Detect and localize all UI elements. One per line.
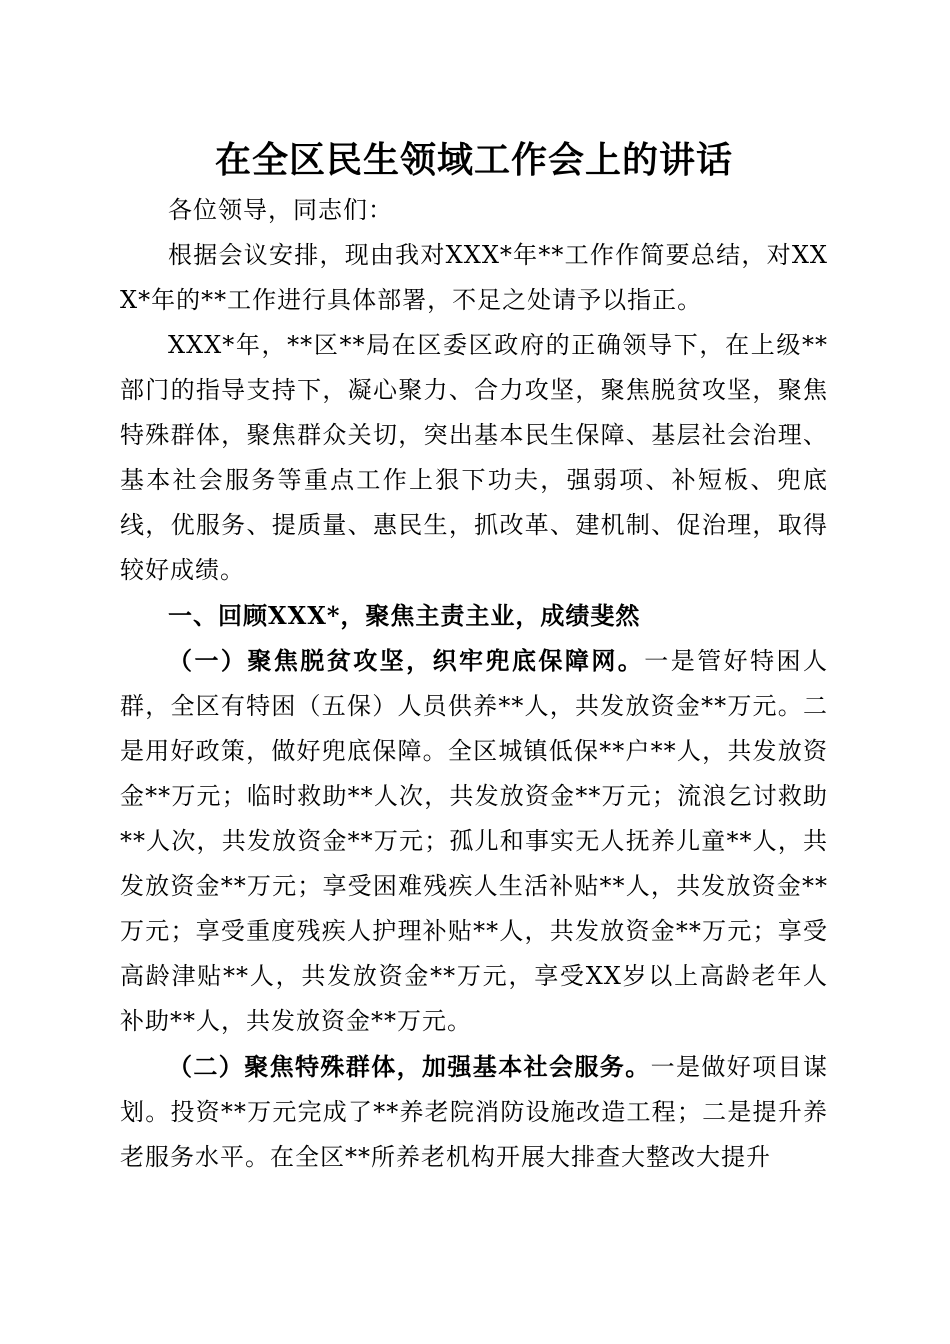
section-item-1-lead: （一）聚焦脱贫攻坚，织牢兜底保障网。 [168,646,645,675]
salutation: 各位领导，同志们： [168,196,393,224]
section-item-2-lead: （二）聚焦特殊群体，加强基本社会服务。 [168,1052,651,1081]
section-item-2-body: 一是做好项目谋划。投资**万元完成了**养老院消防设施改造工程；二是提升养老服务水平。在全区**所养老机构开展大排查大整改大提升 [120,1053,829,1171]
intro-paragraph: 根据会议安排，现由我对XXX*年**工作作简要总结，对XXX*年的**工作进行具体部署，不足之处请予以指正。 [120,241,828,314]
document-page [120,138,828,1180]
section-heading: 一、回顾XXX*，聚焦主责主业，成绩斐然 [168,601,641,630]
section-item-1 [120,638,828,1044]
document-title: 在全区民生领域工作会上的讲话 [214,139,733,181]
section-item-1-body: 一是管好特困人群，全区有特困（五保）人员供养**人，共发放资金**万元。二是用好政策，做好兜底保障。全区城镇低保**户**人，共发放资金**万元；临时救助**人次，共发放资金**万元；流浪乞讨救助**人次，共发放资金**万元；孤儿和事实无人抚养儿童**人，共发放资金**万元；享受困难残疾人生活补贴**人，共发放资金**万元；享受重度残疾人护理补贴**人，共发放资金**万元；享受高龄津贴**人，共发放资金**万元，享受XX岁以上高龄老年人补助**人，共发放资金**万元。 [120,647,828,1035]
section-item-2 [120,1044,828,1180]
summary-paragraph: XXX*年，**区**局在区委区政府的正确领导下，在上级**部门的指导支持下，凝心聚力、合力攻坚，聚焦脱贫攻坚，聚焦特殊群体，聚焦群众关切，突出基本民生保障、基层社会治理、基本社会服务等重点工作上狠下功夫，强弱项、补短板、兜底线，优服务、提质量、惠民生，抓改革、建机制、促治理，取得较好成绩。 [120,331,828,584]
